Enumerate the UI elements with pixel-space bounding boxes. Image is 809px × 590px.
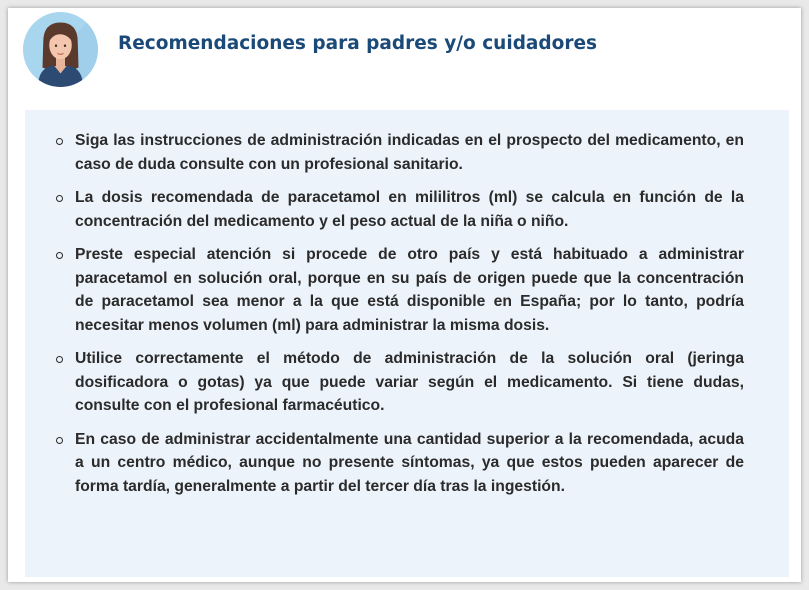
- bullet-icon: [56, 195, 63, 202]
- caregiver-avatar-icon: [23, 12, 98, 87]
- list-item: [75, 428, 744, 499]
- list-item-text: La dosis recomendada de paracetamol en mililitros (ml) se calcula en función de la concentración del medicamento y el peso actual de la niña o niño.: [75, 189, 744, 230]
- list-item: [75, 129, 744, 176]
- list-item-text: En caso de administrar accidentalmente una cantidad superior a la recomendada, acuda a un centro médico, aunque no presente síntomas, ya que estos pueden aparecer de forma tardía, generalmente a partir del tercer día tras la ingestión.: [75, 430, 744, 495]
- list-item: [75, 347, 744, 418]
- list-item: [75, 243, 744, 337]
- bullet-icon: [56, 252, 63, 259]
- recommendations-card: [8, 8, 801, 582]
- bullet-icon: [56, 437, 63, 444]
- page-title: Recomendaciones para padres y/o cuidadores: [118, 33, 598, 54]
- recommendations-list: [75, 129, 744, 498]
- list-item: [75, 186, 744, 233]
- bullet-icon: [56, 138, 63, 145]
- list-item-text: Preste especial atención si procede de otro país y está habituado a administrar paracetamol en solución oral, porque en su país de origen puede que la concentración de paracetamol sea menor a la que está disponible en España; por lo tanto, podría necesitar menos volumen (ml) para administrar la misma dosis.: [75, 246, 744, 334]
- list-item-text: Utilice correctamente el método de administración de la solución oral (jeringa dosificadora o gotas) ya que puede variar según el medicamento. Si tiene dudas, consulte con el profesional farmacéutico.: [75, 350, 744, 414]
- list-item-text: Siga las instrucciones de administración indicadas en el prospecto del medicamento, en caso de duda consulte con un profesional sanitario.: [75, 132, 744, 173]
- recommendations-panel: [25, 110, 789, 577]
- bullet-icon: [56, 356, 63, 363]
